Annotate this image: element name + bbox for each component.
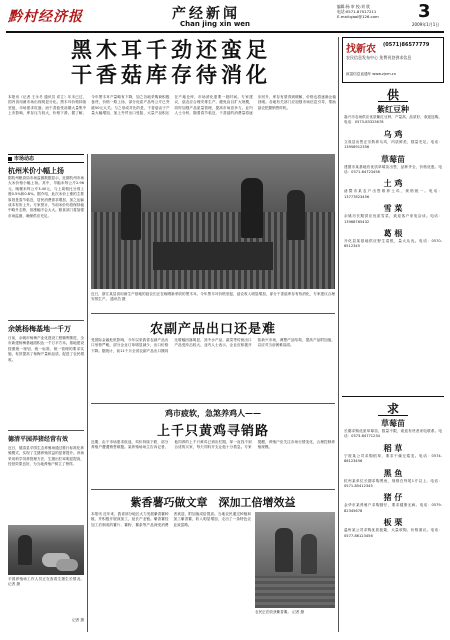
divider bbox=[91, 313, 335, 314]
supply-item-text: 余姚市长期供应优质雪菜，欢迎客户来电洽谈。电话：13968765432 bbox=[344, 214, 442, 224]
supply-list bbox=[344, 104, 442, 394]
photo-pig bbox=[56, 559, 78, 571]
classified-phone: (0571)86577779 bbox=[383, 42, 430, 48]
demand-item-text: 温州某公司求购优质板栗，大量收购，价格面议。电话：0577-86123456 bbox=[344, 528, 442, 538]
photo-worker bbox=[121, 184, 141, 240]
headline-line-2: 干香菇库存待消化 bbox=[71, 62, 271, 87]
supply-item-text: 嘉兴市农场供应优质紫红豆种，产量高、品质好，欢迎选购。电话：0573-83325678 bbox=[344, 115, 442, 125]
section-pinyin: Chan jing xin wen bbox=[180, 20, 251, 28]
tag-square-icon bbox=[8, 157, 12, 161]
supply-item-text: 建德市某基地有优质草莓苗出售，品种齐全，价格优惠。电话：0571-64723456 bbox=[344, 164, 442, 175]
demand-list bbox=[344, 418, 442, 632]
sweet-potato-photo-caption: 农民正在收获紫香薯。 记者 摄 bbox=[255, 610, 305, 614]
section-title: 产经新闻 bbox=[172, 6, 240, 22]
export-body: 受国际金融危机影响，今年以来我省农副产品出口形势严峻，部分企业订单明显减少，出口价格下降。据统计，前11个月全省农副产品出口额同比增幅回落明显，其中水产品、蔬菜等传统出口产品受冲击较大。业内人士表示，企业应积极开拓新兴市场，调整产品结构，提高产品附加值，以应对当前困难局面。 bbox=[91, 338, 335, 353]
market-watch-tag bbox=[8, 154, 84, 163]
demand-item bbox=[344, 418, 442, 440]
photo-worker bbox=[241, 178, 263, 238]
pig-photo-credit: 记者 摄 bbox=[72, 618, 84, 622]
supply-item bbox=[344, 104, 442, 126]
demand-item-text: 金华市某养殖户求购猪仔，要求健康无病。电话：0579-82345678 bbox=[344, 503, 442, 513]
pig-farm-photo bbox=[8, 525, 84, 575]
deqing-body: 近日，德清县平园生态养殖场通过推行标准化养殖模式，实现了生猪养殖效益的显著提升。该场采用科学饲养管理方法，生猪出栏率明显提高，经营效果良好，为当地养殖户树立了榜样。 bbox=[8, 446, 84, 467]
demand-item bbox=[344, 443, 442, 465]
sweet-potato-headline: 紫香薯巧做文章 深加工倍增效益 bbox=[130, 496, 296, 509]
supply-item bbox=[344, 154, 442, 176]
photo-farmer bbox=[275, 528, 293, 572]
market-watch-body: 据杭州粮食局市场监测数据显示，近期杭州市场大米价格小幅上扬。其中，早籼米每公斤2.96元，晚粳米每公斤3.40元，与上周相比分别上涨0.5%和0.8%。据介绍，此次米价上涨的主要原因是春节临近，居民消费需求增加，加之运输成本有所上升。专家预计，节前米价仍将保持稳中略升态势，但涨幅不会太大。粮食部门将加强市场监测，确保供应充足。 bbox=[8, 176, 84, 218]
classified-header bbox=[342, 37, 444, 83]
supply-item-text: 文成县出售正宗散养乌鸡，肉质鲜美，数量充足。电话：13958912356 bbox=[344, 139, 442, 150]
mushroom-photo bbox=[91, 154, 335, 289]
sweet-potato-photo bbox=[255, 512, 335, 608]
demand-item-title: 猪 仔 bbox=[383, 492, 403, 503]
divider bbox=[91, 403, 335, 404]
demand-item-title: 稻 草 bbox=[383, 442, 403, 453]
issue-date: 2009年1月1日 bbox=[412, 22, 440, 27]
headline-line-1: 黑木耳千劲还蛮足 bbox=[71, 37, 271, 62]
demand-item bbox=[344, 517, 442, 539]
meta-line: E-mail:gaol@126.com bbox=[337, 14, 379, 20]
classified-slogan: 农民信息发布中心 免费刊登供求信息 bbox=[346, 55, 412, 60]
pig-photo-caption: 平园养殖场工作人员正在查看生猪生长情况。 记者 摄 bbox=[8, 577, 84, 587]
photo-figure bbox=[18, 535, 32, 565]
divider bbox=[342, 396, 444, 397]
classified-brand: 找新农 bbox=[346, 44, 376, 55]
supply-item-text: 开化县某基地供应野生葛根，量大从优。电话：0570-6512345 bbox=[344, 239, 442, 249]
demand-item-title: 草莓苗 bbox=[381, 418, 405, 428]
supply-item-title: 草莓苗 bbox=[381, 153, 405, 164]
demand-item-text: 杭州某单位长期求购黑鱼，规格在每尾1斤以上。电话：0571-85412345 bbox=[344, 478, 442, 489]
supply-item-text: 诸暨市某农户出售散养土鸡，规格统一。电话：13777823456 bbox=[344, 189, 442, 199]
newspaper-logo: 黔村经济报 bbox=[8, 9, 83, 25]
demand-item-title: 板 栗 bbox=[383, 517, 403, 528]
market-watch-title: 杭州米价小幅上扬 bbox=[8, 167, 64, 175]
supply-item-title: 紫红豆种 bbox=[377, 104, 409, 114]
supply-item bbox=[344, 178, 442, 200]
demand-item-title: 黑 鱼 bbox=[383, 467, 403, 478]
supply-label: 供 bbox=[378, 86, 408, 102]
chicken-headline: 上千只黄鸡寻销路 bbox=[156, 424, 269, 439]
edition-meta bbox=[337, 4, 409, 20]
yuyao-title: 余姚杨梅基地一千万 bbox=[8, 325, 71, 333]
photo-farmer bbox=[301, 534, 317, 574]
demand-item-text: 宁波某公司求购稻草，要求干燥无霉变。电话：0574-88123456 bbox=[344, 453, 442, 464]
demand-item bbox=[344, 468, 442, 490]
masthead-rule bbox=[6, 31, 444, 33]
divider bbox=[8, 430, 84, 431]
supply-item bbox=[344, 228, 442, 250]
masthead bbox=[0, 0, 450, 32]
column-divider bbox=[87, 154, 88, 632]
mushroom-photo-caption: 近日，浙江某县食用菌生产基地的菇农们正在晾晒新采收的黑木耳。今年黑木耳价格坚挺，菇农收入明显增加，部分干香菇库存有待消化，专家建议合理安排生产。 通讯员 摄 bbox=[91, 292, 335, 302]
divider bbox=[91, 489, 335, 490]
sweet-potato-body: 本报讯 近年来，我省部分地区大力发展紫香薯种植，并积极开展深加工，延长产业链。紫香薯经加工后制成的薯片、薯粉、薯条等产品深受消费者欢迎，附加值成倍提高。当地农民通过种植和加工紫香薯，收入明显增加，走出了一条特色农业致富路。 bbox=[91, 512, 251, 527]
supply-item-title: 葛 根 bbox=[383, 228, 403, 239]
demand-item bbox=[344, 492, 442, 514]
deqing-title: 德清平园养猪经营有效 bbox=[8, 436, 69, 443]
main-story-body: 本报讯（记者 王永冬 通讯员 邓立）年末已过，国内食用菌市场出现明显分化。黑木耳价格持续坚挺，市场需求旺盛；而干香菇受前期大量集中上市影响，库存压力较大，价格下滑。据了解，今年黑木耳产量略有下降，加之各地采购商积极备货，价格一路上扬，部分优质产品每公斤已突破50元大关。与之形成对比的是，干香菇由于产量大幅增加，加上外贸出口受阻，大量产品积压在产地仓库，市场消化需要一段时间。专家建议，菇农应合理安排生产，避免盲目扩大规模，同时加强产品质量管理，提高市场竞争力。业内人士分析，随着春节临近，干香菇的消费量将逐步回升，库存有望得到缓解，价格也将逐渐企稳回暖。各地有关部门应加强市场信息引导，帮助菇农把握销售时机。 bbox=[8, 95, 336, 116]
column-divider bbox=[338, 37, 339, 632]
page-number: 3 bbox=[418, 1, 431, 22]
meta-line: 电话:0571-87017211 bbox=[337, 9, 377, 15]
demand-label: 求 bbox=[378, 400, 408, 416]
supply-item bbox=[344, 129, 442, 151]
market-watch-label: 市场动态 bbox=[14, 156, 35, 162]
classified-subline: 致富信息直通车 www.zjnm.cn bbox=[346, 72, 396, 76]
supply-item-title: 土 鸡 bbox=[383, 178, 403, 189]
photo-worker bbox=[287, 190, 305, 240]
divider bbox=[8, 320, 84, 321]
supply-item-title: 乌 鸡 bbox=[383, 128, 403, 139]
main-headline bbox=[8, 37, 334, 91]
export-headline: 农副产品出口还是难 bbox=[149, 322, 276, 337]
photo-crop-tray bbox=[153, 242, 273, 270]
photo-field bbox=[255, 576, 335, 608]
meta-line: 编辑:杨 审 校:刘 欣 bbox=[337, 4, 370, 9]
chicken-body: 近期，由于市场需求低迷，鸡价持续下跌，部分养殖户遭遇销售难题。某养殖场场主告诉记者，他饲养的上千只黄鸡已到出栏期，却一直找不到合适的买家，每天饲料开支让他十分着急。专家提醒，养殖户应关注市场行情变化，合理控制养殖规模。 bbox=[91, 440, 335, 450]
supply-item-title: 雪 菜 bbox=[383, 203, 403, 214]
demand-item-text: 长期求购优质草莓苗，数量不限，欢迎有货者来电联系。电话：0573-84771234 bbox=[344, 429, 442, 439]
chicken-kicker: 鸡市疲软，急煞养鸡人—— bbox=[165, 408, 261, 418]
supply-item bbox=[344, 203, 442, 225]
yuyao-body: 日前，余姚市杨梅产业化建设工程顺利推进，全市新建杨梅基地面积达一千万平方米。基地建设按照统一规划、统一标准、统一管理的要求实施，有效提高了杨梅产量和品质，促进了农民增收。 bbox=[8, 336, 84, 362]
